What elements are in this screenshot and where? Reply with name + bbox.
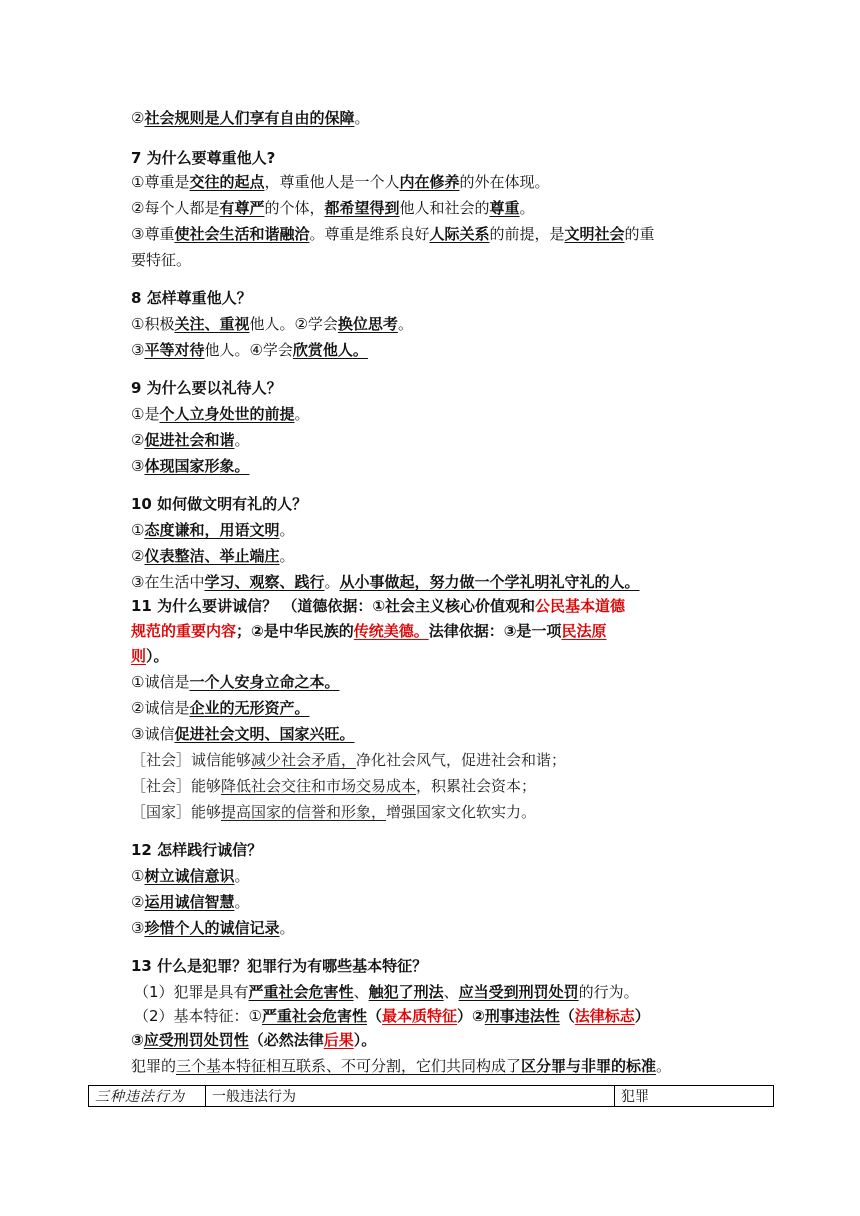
underlined-text: 个人立身处世的前提 — [159, 405, 295, 423]
underlined-text: 尊重 — [489, 199, 520, 217]
text: ①积极 — [131, 315, 175, 333]
text: ，积累社会资本； — [416, 777, 537, 795]
underlined-text: 都希望得到 — [324, 199, 400, 217]
text-line — [131, 520, 294, 540]
text-line: 要特征。 — [131, 251, 192, 269]
red-text: 公民基本道德 — [535, 597, 626, 615]
text: 法律依据：③是一项 — [428, 622, 562, 640]
red-underlined-text: 法律标志 — [574, 1007, 635, 1025]
underlined-text: 珍惜个人的诚信记录 — [144, 919, 280, 937]
text: （1）犯罪是具有 — [134, 983, 249, 1001]
text-line — [131, 596, 625, 616]
text-line — [131, 802, 536, 822]
text-line — [131, 672, 339, 692]
text-line — [134, 1006, 650, 1026]
underlined-text: 从小事做起，努力做一个学礼明礼守礼的人。 — [339, 573, 640, 591]
table-cell: 三种违法行为 — [89, 1086, 206, 1107]
text: 。 — [234, 867, 250, 885]
text: ①尊重是 — [131, 173, 190, 191]
text-line — [131, 918, 294, 938]
text: ①诚信是 — [131, 673, 190, 691]
text-line — [131, 404, 309, 424]
text: ②每个人都是 — [131, 199, 220, 217]
text-line — [134, 982, 639, 1002]
text-line — [131, 750, 566, 770]
underlined-text: 关注、重视 — [174, 315, 250, 333]
text: 。 — [397, 315, 413, 333]
underlined-text: 欣赏他人。 — [292, 341, 368, 359]
text: 的重 — [624, 225, 655, 243]
red-underlined-text: 民法原 — [561, 622, 607, 640]
underlined-text: 应当受到刑罚处罚 — [458, 983, 579, 1001]
text: ，尊重他人是一个人 — [264, 173, 400, 191]
underlined-text: 树立诚信意识 — [144, 867, 235, 885]
underlined-text: 三个基本特征相互联系、不可分割，它们共同构成了 — [176, 1057, 522, 1075]
text: 他人和社会的 — [399, 199, 490, 217]
table-cell: 一般违法行为 — [206, 1086, 615, 1107]
underlined-text: 严重社会危害性 — [248, 983, 354, 1001]
text-line — [131, 224, 655, 244]
text-line — [131, 892, 249, 912]
text: ）。 — [353, 1031, 377, 1049]
text: ②诚信是 — [131, 699, 190, 717]
text: 的前提，是 — [489, 225, 565, 243]
underlined-text: 社会规则是人们享有自由的保障 — [144, 109, 355, 127]
text-line — [131, 340, 368, 360]
text-line — [131, 546, 294, 566]
question-title: 11 为什么要讲诚信？ （道德依据：①社会主义核心价值观和 — [131, 597, 536, 615]
underlined-text: 交往的起点 — [189, 173, 265, 191]
text-line — [131, 572, 640, 592]
text: （2）基本特征：① — [134, 1007, 262, 1025]
text-line — [131, 866, 249, 886]
text: ③在生活中 — [131, 573, 205, 591]
question-title: 8 怎样尊重他人？ — [131, 289, 252, 307]
text: ③ — [131, 341, 145, 359]
text: ③ — [131, 457, 145, 475]
text: 增强国家文化软实力。 — [386, 803, 537, 821]
text: ） — [634, 1007, 650, 1025]
text-line — [131, 698, 309, 718]
text: 。 — [234, 431, 250, 449]
text: ③诚信 — [131, 725, 175, 743]
text-line — [131, 724, 354, 744]
text: 净化社会风气，促进社会和谐； — [356, 751, 567, 769]
red-underlined-text: 则 — [131, 647, 147, 665]
underlined-text: 学习、观察、践行 — [204, 573, 325, 591]
underlined-text: 体现国家形象。 — [144, 457, 250, 475]
text: （必然法律 — [248, 1031, 324, 1049]
table-row — [89, 1086, 774, 1107]
text-line — [131, 646, 169, 666]
text-line — [131, 1030, 376, 1050]
table-cell: 犯罪 — [615, 1086, 774, 1107]
text: 。 — [656, 1057, 672, 1075]
text: ① — [131, 521, 145, 539]
question-title: 12 怎样践行诚信？ — [131, 841, 263, 859]
underlined-text: 仪表整洁、举止端庄 — [144, 547, 280, 565]
underlined-text: 换位思考 — [337, 315, 398, 333]
text-line — [131, 1056, 671, 1076]
text: 。尊重是维系良好 — [309, 225, 430, 243]
text: 。 — [324, 573, 340, 591]
text: 他人。④学会 — [204, 341, 293, 359]
text: 。 — [294, 405, 310, 423]
text: 的个体， — [264, 199, 325, 217]
underlined-text: 降低社会交往和市场交易成本 — [221, 777, 417, 795]
text: 。 — [354, 109, 370, 127]
text-line — [131, 314, 413, 334]
text: 他人。②学会 — [249, 315, 338, 333]
underlined-text: 区分罪与非罪的标准 — [521, 1057, 657, 1075]
question-title: 9 为什么要以礼待人？ — [131, 379, 282, 397]
text: 、 — [353, 983, 369, 1001]
underlined-text: 触犯了刑法 — [368, 983, 444, 1001]
question-title: 10 如何做文明有礼的人？ — [131, 495, 308, 513]
text: 。 — [279, 521, 295, 539]
text-line — [131, 172, 550, 192]
underlined-text: 使社会生活和谐融洽 — [174, 225, 310, 243]
underlined-text: 提高国家的信誉和形象， — [221, 803, 387, 821]
underlined-text: 应受刑罚处罚性 — [143, 1031, 249, 1049]
text: ［社会］能够 — [131, 777, 222, 795]
underlined-text: 内在修养 — [399, 173, 460, 191]
text: ；②是中华民族的 — [236, 622, 354, 640]
red-underlined-text: 传统美德。 — [353, 622, 429, 640]
text: （ — [559, 1007, 575, 1025]
text-line — [131, 776, 536, 796]
text: ）② — [457, 1007, 485, 1025]
text: 的外在体现。 — [459, 173, 550, 191]
underlined-text: 一个人安身立命之本。 — [189, 673, 340, 691]
underlined-text: 有尊严 — [219, 199, 265, 217]
text: 。 — [519, 199, 535, 217]
comparison-table — [88, 1085, 774, 1107]
red-text: 规范的重要内容 — [131, 622, 237, 640]
text-line — [131, 198, 535, 218]
text: ①是 — [131, 405, 160, 423]
text: ② — [131, 547, 145, 565]
underlined-text: 促进社会和谐 — [144, 431, 235, 449]
text: ② — [131, 893, 145, 911]
text: （ — [367, 1007, 383, 1025]
text-line — [131, 621, 606, 641]
text: ② — [131, 109, 145, 127]
red-underlined-text: 后果 — [323, 1031, 354, 1049]
underlined-text: 文明社会 — [564, 225, 625, 243]
underlined-text: 刑事违法性 — [484, 1007, 560, 1025]
underlined-text: 运用诚信智慧 — [144, 893, 235, 911]
underlined-text: 严重社会危害性 — [262, 1007, 368, 1025]
text: ③ — [131, 1031, 144, 1049]
text-line — [131, 108, 369, 128]
text: 。 — [279, 547, 295, 565]
red-underlined-text: 最本质特征 — [382, 1007, 458, 1025]
text: 、 — [443, 983, 459, 1001]
text: ［国家］能够 — [131, 803, 222, 821]
underlined-text: 平等对待 — [144, 341, 205, 359]
text: ）。 — [146, 647, 169, 665]
text: 。 — [234, 893, 250, 911]
underlined-text: 人际关系 — [429, 225, 490, 243]
text: 犯罪的 — [131, 1057, 177, 1075]
text: ③尊重 — [131, 225, 175, 243]
text: 的行为。 — [578, 983, 639, 1001]
underlined-text: 减少社会矛盾， — [251, 751, 357, 769]
underlined-text: 促进社会文明、国家兴旺。 — [174, 725, 355, 743]
question-title: 7 为什么要尊重他人? — [131, 149, 276, 167]
question-title: 13 什么是犯罪？犯罪行为有哪些基本特征？ — [131, 957, 428, 975]
text: ② — [131, 431, 145, 449]
text: ［社会］诚信能够 — [131, 751, 252, 769]
text: ③ — [131, 919, 145, 937]
text-line — [131, 456, 249, 476]
text-line — [131, 430, 249, 450]
underlined-text: 企业的无形资产。 — [189, 699, 310, 717]
underlined-text: 态度谦和，用语文明 — [144, 521, 280, 539]
text: 。 — [279, 919, 295, 937]
text: ① — [131, 867, 145, 885]
